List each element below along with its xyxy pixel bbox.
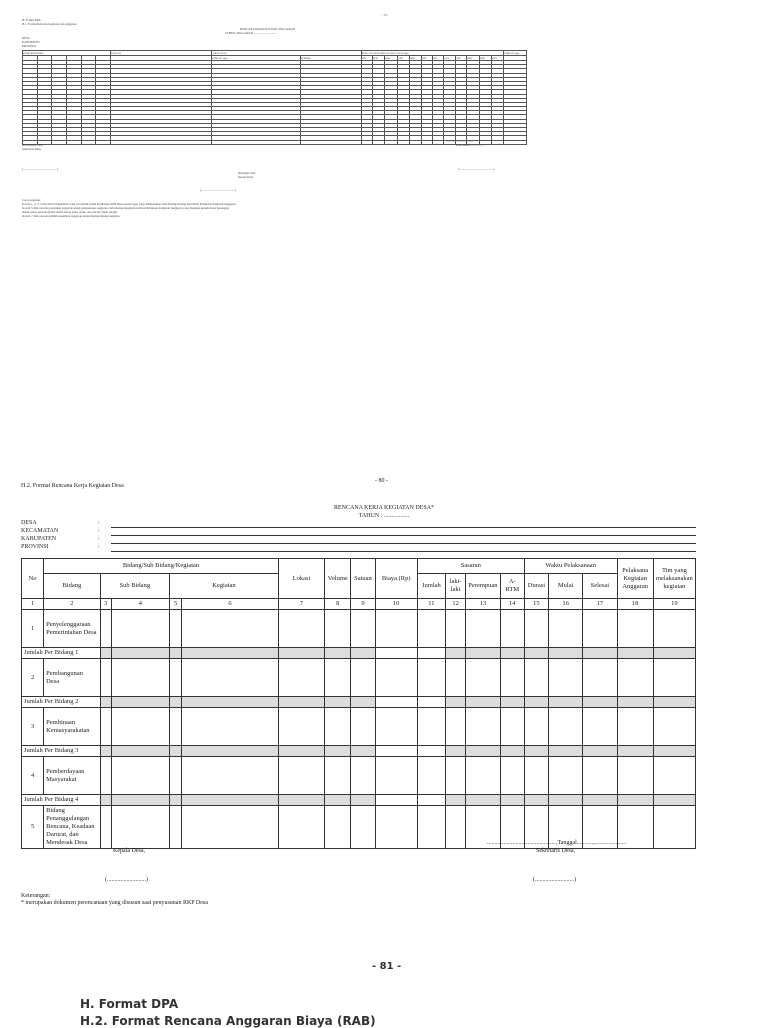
- table-cell: [617, 697, 653, 708]
- footnote: * merupakan dokumen perencanaan yang disusun saat penyusunan RKP Desa: [21, 900, 208, 906]
- table-cell: [617, 610, 653, 648]
- table-cell: [111, 610, 169, 648]
- table-cell: [325, 659, 351, 697]
- table-cell: [182, 648, 279, 659]
- column-number: 17: [583, 599, 617, 610]
- col-perempuan: Perempuan: [466, 574, 501, 599]
- month: JUN: [421, 56, 432, 61]
- table-cell: [182, 697, 279, 708]
- table-cell: [278, 757, 324, 795]
- table-cell: [500, 757, 524, 795]
- table-row: [22, 708, 696, 746]
- col-biaya: Biaya (Rp): [375, 559, 417, 599]
- table-cell: [325, 610, 351, 648]
- note-line: Kolom 7 diisi rencana jumlah penarikan anggaran untuk masing-masing kegiatan: [22, 214, 120, 218]
- signature-bracket: (.............................................): [22, 167, 58, 171]
- column-number: 10: [375, 599, 417, 610]
- table-cell: [100, 648, 111, 659]
- table-cell: [466, 746, 501, 757]
- subtotal-label: Jumlah Per Bidang 4: [22, 795, 101, 806]
- month: APR: [398, 56, 410, 61]
- column-number: 6: [182, 599, 279, 610]
- bidang-name: Bidang Penanggulangan Bencana, Keadaan Darurat, dan Mendesak Desa: [44, 806, 100, 849]
- meta-kabupaten-label: KABUPATEN: [21, 536, 57, 542]
- table-cell: [351, 659, 375, 697]
- fill-line: [111, 543, 696, 544]
- fill-line: [111, 535, 696, 536]
- column-number: 12: [446, 599, 466, 610]
- col-mulai: Mulai: [549, 574, 583, 599]
- sekretaris-label: Sekretaris Desa,: [536, 848, 575, 854]
- bidang-name: Pemberdayaan Masyarakat: [44, 757, 100, 795]
- tanggal-line: ..............................................,Tanggal...........,.....................: [487, 840, 627, 846]
- table-cell: [446, 659, 466, 697]
- col-waktu: Waktu Pelaksanaan: [524, 559, 617, 574]
- table-cell: [325, 806, 351, 849]
- table-cell: [182, 806, 279, 849]
- table-cell: [446, 746, 466, 757]
- month: MEI: [410, 56, 421, 61]
- month: MAR: [384, 56, 398, 61]
- col-laki: laki-laki: [446, 574, 466, 599]
- meta-sep: :: [98, 520, 100, 526]
- table-cell: [524, 757, 548, 795]
- table-cell: [504, 140, 527, 144]
- table-cell: [278, 806, 324, 849]
- table-cell: [278, 795, 324, 806]
- column-number: 14: [500, 599, 524, 610]
- meta-sep: :: [98, 544, 100, 550]
- form-title: RENCANA KERJA KEGIATAN DESA*: [333, 505, 435, 511]
- table-cell: [446, 697, 466, 708]
- subtotal-row: [22, 697, 696, 708]
- page-number: - 80 -: [375, 478, 388, 484]
- table-cell: [170, 610, 182, 648]
- table-cell: [170, 806, 182, 849]
- table-cell: [653, 795, 695, 806]
- table-cell: [212, 140, 301, 144]
- table-cell: [653, 648, 695, 659]
- column-number: 7: [278, 599, 324, 610]
- table-cell: [351, 697, 375, 708]
- column-number: 8: [325, 599, 351, 610]
- table-cell: [111, 746, 169, 757]
- col-kode: KODE REKENING: [23, 51, 111, 56]
- table-cell: [182, 659, 279, 697]
- table-cell: [466, 648, 501, 659]
- table-cell: [524, 648, 548, 659]
- column-number: 4: [111, 599, 169, 610]
- table-cell: [111, 697, 169, 708]
- table-cell: [549, 659, 583, 697]
- section-subheading: H.1. Format Rencana Kegiatan dan Anggaran: [22, 22, 77, 26]
- month: OKT: [467, 56, 480, 61]
- column-number: 5: [170, 599, 182, 610]
- table-cell: [375, 697, 417, 708]
- bidang-name: Pembinaan Kemasyarakatan: [44, 708, 100, 746]
- col-anggaran: ANGGARAN: [212, 51, 362, 56]
- table-cell: [375, 746, 417, 757]
- month: SEP: [456, 56, 467, 61]
- table-cell: [375, 708, 417, 746]
- table-cell: [182, 795, 279, 806]
- column-number: 2: [44, 599, 100, 610]
- meta-sep: :: [98, 536, 100, 542]
- column-number: 9: [351, 599, 375, 610]
- table-cell: [500, 697, 524, 708]
- table-cell: [375, 806, 417, 849]
- col-anggaran-sumber: SUMBER: [300, 56, 361, 61]
- section-heading: H. Format DPA: [22, 18, 41, 22]
- table-cell: [653, 757, 695, 795]
- table-cell: [500, 659, 524, 697]
- table-cell: [66, 140, 81, 144]
- table-cell: [325, 708, 351, 746]
- subtotal-label: Jumlah Per Bidang 1: [22, 648, 101, 659]
- table-cell: [373, 140, 384, 144]
- table-cell: [170, 659, 182, 697]
- column-number: 13: [466, 599, 501, 610]
- table-cell: [417, 648, 445, 659]
- col-tim: Tim yang melaksanakan kegiatan: [653, 559, 695, 599]
- column-number-row: [22, 599, 696, 610]
- meta-sep: :: [98, 528, 100, 534]
- table-cell: [81, 140, 96, 144]
- table-cell: [398, 140, 410, 144]
- verified-by: Diverifikasi oleh:: [22, 143, 44, 147]
- form-year: TAHUN ANGGARAN ...............................: [225, 31, 278, 35]
- table-cell: [182, 610, 279, 648]
- table-cell: [170, 757, 182, 795]
- table-cell: [549, 746, 583, 757]
- table-cell: [325, 757, 351, 795]
- table-cell: [351, 746, 375, 757]
- column-number: 15: [524, 599, 548, 610]
- table-cell: [466, 697, 501, 708]
- table-cell: [410, 140, 421, 144]
- table-cell: [100, 659, 111, 697]
- column-number: 16: [549, 599, 583, 610]
- col-sasaran: Sasaran: [417, 559, 524, 574]
- table-cell: [446, 648, 466, 659]
- sekretaris-label: Sekretaris Desa,: [22, 147, 42, 151]
- column-number: 19: [653, 599, 695, 610]
- table-cell: [351, 795, 375, 806]
- kaur-label: Kaur/Kasie...................: [456, 143, 484, 147]
- table-cell: [170, 648, 182, 659]
- table-cell: [351, 806, 375, 849]
- table-cell: [500, 746, 524, 757]
- col-bidang-group: Bidang/Sub Bidang/Kegiatan: [44, 559, 279, 574]
- note-line: Kolom 1, 2, 3, 4 dan diisi sebagaimana yang tercantum dalam Perubahan APB Desa sesuai tugas yang dilaksanakan oleh masing-masing Kaur/Kasi Pelaksana Kegiatan Anggaran: [22, 202, 236, 206]
- signature-bracket: (.............................................): [458, 167, 494, 171]
- table-cell: [500, 610, 524, 648]
- table-cell: [617, 746, 653, 757]
- approved-by: Disetujui oleh:: [238, 171, 256, 175]
- table-cell: [583, 659, 617, 697]
- table-cell: [170, 795, 182, 806]
- table-cell: [351, 708, 375, 746]
- table-cell: [653, 806, 695, 849]
- meta-provinsi-label: PROVINSI: [21, 544, 49, 550]
- table-cell: [653, 697, 695, 708]
- table-cell: [446, 757, 466, 795]
- table-cell: [278, 746, 324, 757]
- table-cell: [617, 659, 653, 697]
- meta-desa-label: DESA: [21, 520, 37, 526]
- page-number: - 79 -: [382, 13, 389, 17]
- table-cell: [278, 610, 324, 648]
- table-cell: [549, 648, 583, 659]
- table-cell: [170, 746, 182, 757]
- table-cell: [446, 708, 466, 746]
- col-lokasi: Lokasi: [278, 559, 324, 599]
- month: NOP: [479, 56, 491, 61]
- table-cell: [351, 757, 375, 795]
- col-uraian: URAIAN: [111, 51, 212, 56]
- table-cell: [549, 795, 583, 806]
- table-cell: [100, 795, 111, 806]
- row-number: 1: [22, 610, 44, 648]
- table-cell: [417, 757, 445, 795]
- table-cell: [549, 757, 583, 795]
- table-cell: [351, 610, 375, 648]
- table-cell: [52, 140, 67, 144]
- table-cell: [417, 806, 445, 849]
- meta-kecamatan-label: KECAMATAN: [21, 528, 59, 534]
- table-cell: [278, 708, 324, 746]
- col-jumlah: Jumlah: [417, 574, 445, 599]
- table-cell: [111, 806, 169, 849]
- table-cell: [417, 610, 445, 648]
- table-cell: [524, 746, 548, 757]
- form-title: RENCANA KEGIATAN DAN ANGGARAN: [240, 27, 296, 31]
- table-cell: [524, 697, 548, 708]
- row-number: 4: [22, 757, 44, 795]
- col-no: No: [22, 559, 44, 599]
- table-cell: [524, 708, 548, 746]
- form-year: TAHUN : .................: [358, 513, 410, 519]
- col-anggaran-jumlah: JUMLAH (Rp): [212, 56, 301, 61]
- month: FEB: [373, 56, 384, 61]
- column-number: 3: [100, 599, 111, 610]
- table-cell: [375, 659, 417, 697]
- table-cell: [170, 708, 182, 746]
- table-cell: [100, 746, 111, 757]
- table-cell: [524, 610, 548, 648]
- table-cell: [549, 610, 583, 648]
- subtotal-row: [22, 648, 696, 659]
- col-pelaksana: Pelaksana Kegiatan Anggaran: [617, 559, 653, 599]
- table-cell: [111, 648, 169, 659]
- meta-desa: DESA: [22, 36, 30, 40]
- meta-provinsi: PROVINSI: [22, 44, 36, 48]
- table-cell: [417, 746, 445, 757]
- table-cell: [549, 708, 583, 746]
- table-cell: [384, 140, 398, 144]
- signature-bracket: (.............................................): [200, 188, 236, 192]
- page-number: - 81 -: [372, 961, 402, 972]
- section-heading: H.2. Format Rencana Kerja Kegiatan Desa: [21, 483, 124, 489]
- month: DES: [492, 56, 504, 61]
- subtotal-row: [22, 746, 696, 757]
- keterangan-label: Keterangan:: [21, 893, 51, 899]
- table-cell: [417, 795, 445, 806]
- signature-bracket: (..........................): [105, 877, 148, 883]
- col-volume: Volume: [325, 559, 351, 599]
- table-cell: [524, 795, 548, 806]
- column-number: 11: [417, 599, 445, 610]
- table-cell: [96, 140, 111, 144]
- col-durasi: Durasi: [524, 574, 548, 599]
- budget-table-miniature: [22, 50, 527, 145]
- col-sub-bidang: Sub Bidang: [100, 574, 170, 599]
- note-line: dalam setiap periode (bulan dalam kurun jenis, objek, dan rincian objek belanja: [22, 210, 118, 214]
- table-cell: [583, 697, 617, 708]
- table-cell: [375, 795, 417, 806]
- month: JUL: [433, 56, 444, 61]
- bidang-name: Pembangunan Desa: [44, 659, 100, 697]
- table-cell: [549, 697, 583, 708]
- table-cell: [421, 140, 432, 144]
- table-cell: [182, 746, 279, 757]
- col-selesai: Selesai: [583, 574, 617, 599]
- table-cell: [524, 659, 548, 697]
- table-cell: [500, 648, 524, 659]
- table-cell: [466, 795, 501, 806]
- table-cell: [111, 757, 169, 795]
- table-cell: [583, 708, 617, 746]
- table-cell: [466, 610, 501, 648]
- table-cell: [278, 659, 324, 697]
- note-line: Kolom 5 diisi rencana penarikan anggaran untuk pelaksanaan anggaran oleh masing-masing Kaur/Kasi Pelaksana Kegiatan Anggaran yang diajukan kepada Kaur Keuangan: [22, 206, 230, 210]
- col-satuan: Satuan: [351, 559, 375, 599]
- table-cell: [617, 757, 653, 795]
- table-cell: [325, 746, 351, 757]
- kepala-label: Kepala Desa,: [238, 175, 254, 179]
- table-cell: [325, 648, 351, 659]
- subtotal-label: Jumlah Per Bidang 2: [22, 697, 101, 708]
- col-rencana: RENCANA PENARIKAN ANGGARAN (Rp): [361, 51, 503, 56]
- table-cell: [375, 648, 417, 659]
- table-cell: [446, 610, 466, 648]
- table-cell: [617, 648, 653, 659]
- col-jumlah: JUMLAH (Rp): [504, 51, 527, 56]
- section-subheading: H.2. Format Rencana Anggaran Biaya (RAB): [80, 1014, 376, 1028]
- table-cell: [100, 610, 111, 648]
- table-cell: [278, 697, 324, 708]
- table-row: [22, 757, 696, 795]
- table-cell: [351, 648, 375, 659]
- section-heading: H. Format DPA: [80, 997, 179, 1011]
- signature-bracket: (..........................): [533, 877, 576, 883]
- table-cell: [446, 795, 466, 806]
- col-bidang: Bidang: [44, 574, 100, 599]
- table-cell: [100, 697, 111, 708]
- table-cell: [325, 795, 351, 806]
- table-cell: [446, 806, 466, 849]
- table-cell: [278, 648, 324, 659]
- table-cell: [653, 746, 695, 757]
- fill-line: [111, 527, 696, 528]
- table-cell: [417, 697, 445, 708]
- table-row: [22, 659, 696, 697]
- column-number: 18: [617, 599, 653, 610]
- table-cell: [300, 140, 361, 144]
- table-cell: [500, 795, 524, 806]
- table-cell: [100, 757, 111, 795]
- table-cell: [375, 610, 417, 648]
- table-cell: [583, 648, 617, 659]
- table-cell: [375, 757, 417, 795]
- table-cell: [583, 746, 617, 757]
- notes-title: Cara pengisian:: [22, 198, 41, 202]
- table-cell: [111, 140, 212, 144]
- column-number: 1: [22, 599, 44, 610]
- table-cell: [111, 708, 169, 746]
- table-cell: [500, 708, 524, 746]
- row-number: 2: [22, 659, 44, 697]
- row-number: 3: [22, 708, 44, 746]
- rencana-kerja-table: [21, 558, 696, 849]
- bidang-name: Penyelenggaraan Pemerintahan Desa: [44, 610, 100, 648]
- table-cell: [653, 708, 695, 746]
- date-line: ................., ..................: [446, 139, 474, 143]
- col-kegiatan: Kegiatan: [170, 574, 279, 599]
- table-cell: [583, 795, 617, 806]
- table-cell: [466, 757, 501, 795]
- fill-line: [111, 551, 696, 552]
- table-row: [22, 610, 696, 648]
- table-cell: [433, 140, 444, 144]
- subtotal-row: [22, 795, 696, 806]
- meta-kabupaten: KABUPATEN: [22, 40, 40, 44]
- table-cell: [182, 708, 279, 746]
- month: AGS: [444, 56, 456, 61]
- table-cell: [170, 697, 182, 708]
- table-cell: [653, 610, 695, 648]
- subtotal-label: Jumlah Per Bidang 3: [22, 746, 101, 757]
- table-cell: [583, 757, 617, 795]
- table-cell: [417, 659, 445, 697]
- table-cell: [466, 659, 501, 697]
- table-cell: [492, 140, 504, 144]
- col-artm: A-RTM: [500, 574, 524, 599]
- table-cell: [617, 708, 653, 746]
- table-cell: [466, 708, 501, 746]
- row-number: 5: [22, 806, 44, 849]
- table-cell: [182, 757, 279, 795]
- table-cell: [111, 659, 169, 697]
- month: JAN: [361, 56, 372, 61]
- table-cell: [653, 659, 695, 697]
- table-cell: [417, 708, 445, 746]
- table-cell: [583, 610, 617, 648]
- table-cell: [325, 697, 351, 708]
- table-cell: [111, 795, 169, 806]
- kepala-desa-label: Kepala Desa,: [113, 848, 145, 854]
- table-cell: [361, 140, 372, 144]
- table-cell: [100, 806, 111, 849]
- table-cell: [100, 708, 111, 746]
- table-cell: [617, 795, 653, 806]
